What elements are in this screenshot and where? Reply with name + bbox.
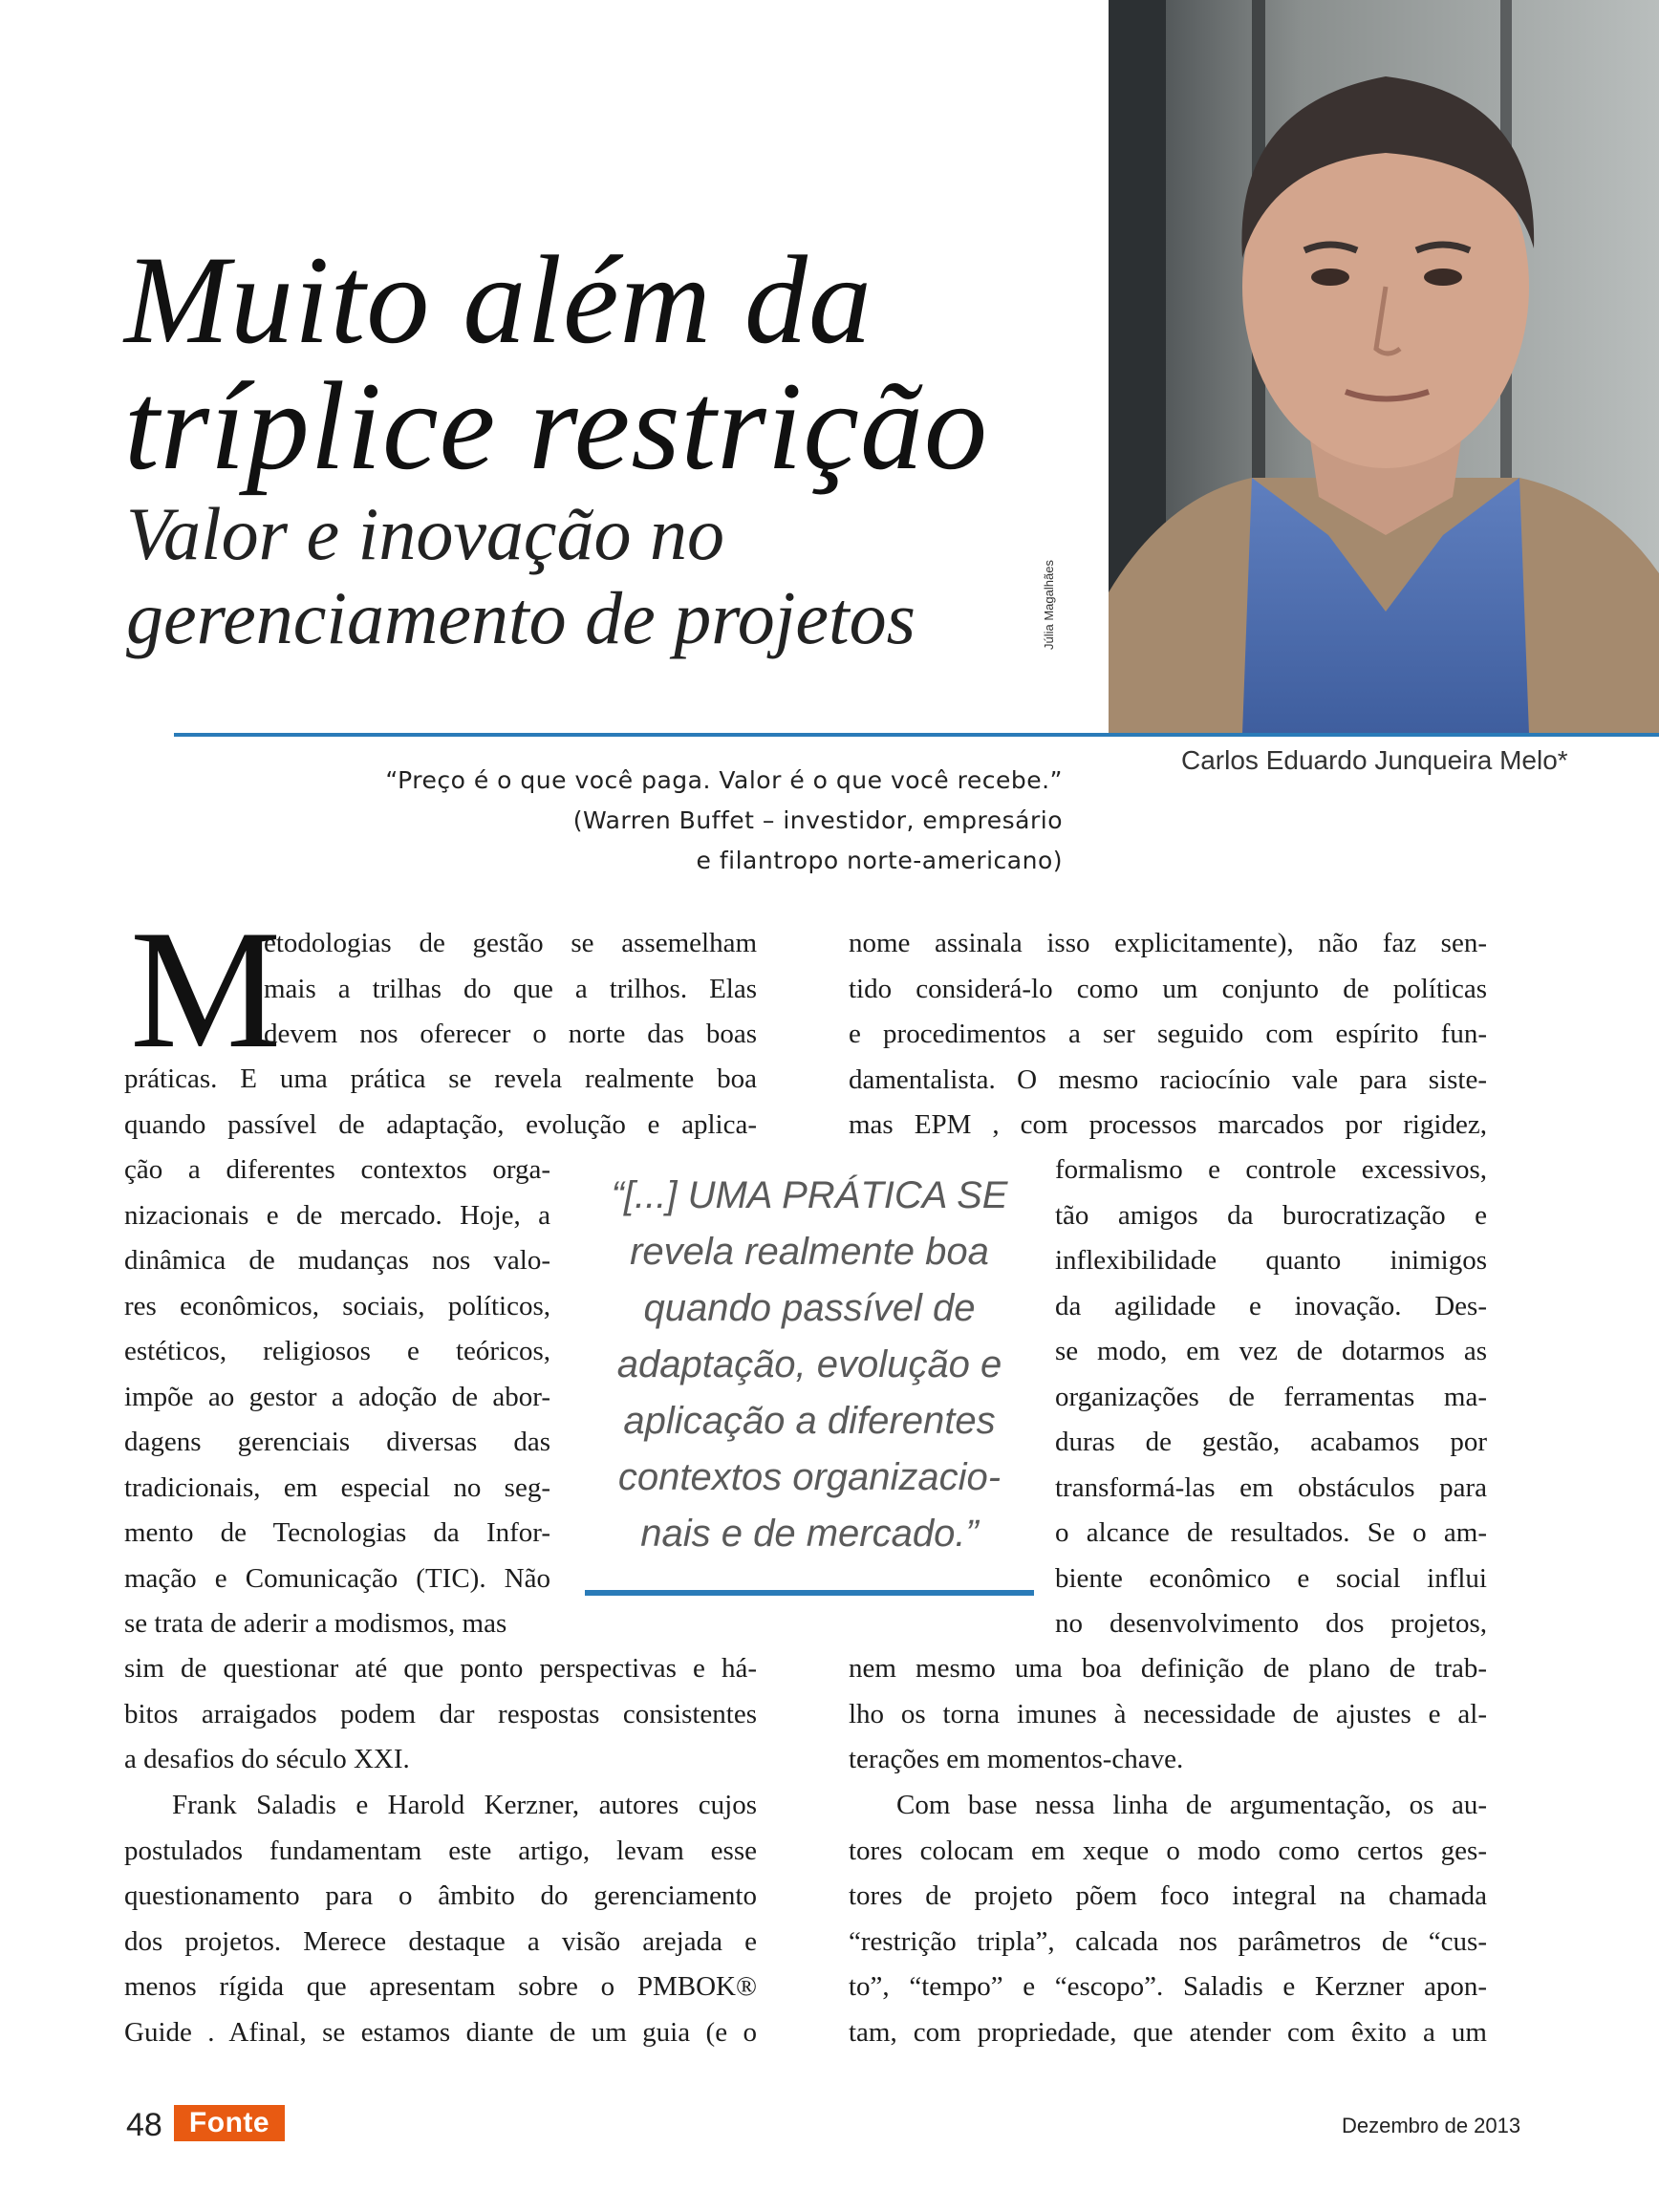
- text-line: da agilidade e inovação. Des-: [1055, 1290, 1487, 1321]
- text-line: terações em momentos-chave.: [849, 1744, 1184, 1774]
- text-line: estéticos, religiosos e teóricos,: [124, 1336, 550, 1366]
- portrait-image: [1109, 0, 1659, 734]
- text-line: no desenvolvimento dos projetos,: [1055, 1608, 1487, 1639]
- text-line: nem mesmo uma boa definição de plano de trab-: [849, 1653, 1487, 1684]
- pull-quote-line: contextos organizacio-: [617, 1456, 1002, 1498]
- author-photo: [1109, 0, 1659, 734]
- epigraph-line: “Preço é o que você paga. Valor é o que você recebe.”: [385, 766, 1063, 794]
- text-line: tores de projeto põem foco integral na chamada: [849, 1880, 1487, 1911]
- text-line: se trata de aderir a modismos, mas: [124, 1608, 507, 1639]
- text-line: tam, com propriedade, que atender com êxito a um: [849, 2016, 1487, 2048]
- text-line: impõe ao gestor a adoção de abor-: [124, 1381, 550, 1412]
- page-number: 48: [126, 2107, 162, 2143]
- pull-quote-line: aplicação a diferentes: [623, 1400, 996, 1442]
- text-line: menos rígida que apresentam sobre o PMBOK®: [124, 1971, 757, 2002]
- text-line: dos projetos. Merece destaque a visão arejada e: [124, 1925, 757, 1957]
- text-line: práticas. E uma prática se revela realmente boa: [124, 1063, 757, 1094]
- text-line: Guide . Afinal, se estamos diante de um guia (e o: [124, 2016, 757, 2048]
- text-line: Com base nessa linha de argumentação, os au-: [896, 1790, 1487, 1820]
- text-line: Frank Saladis e Harold Kerzner, autores cujos: [172, 1790, 757, 1820]
- text-line: postulados fundamentam este artigo, levam esse: [124, 1835, 757, 1866]
- col2-narrow-block: [1055, 1148, 1487, 1647]
- text-line: tão amigos da burocratização e: [1055, 1199, 1487, 1231]
- text-line: res econômicos, sociais, políticos,: [124, 1290, 550, 1321]
- col2-block-a: [849, 921, 1487, 1149]
- pull-quote-rule: [585, 1590, 1034, 1596]
- text-line: formalismo e controle excessivos,: [1055, 1154, 1487, 1185]
- text-line: nome assinala isso explicitamente), não faz sen-: [849, 928, 1487, 958]
- text-line: mento de Tecnologias da Infor-: [124, 1517, 550, 1548]
- text-line: quando passível de adaptação, evolução e aplica-: [124, 1108, 757, 1140]
- text-line: o alcance de resultados. Se o am-: [1055, 1517, 1487, 1548]
- text-line: e procedimentos a ser seguido com espírito fun-: [849, 1019, 1487, 1049]
- issue-date: Dezembro de 2013: [1342, 2114, 1521, 2137]
- text-line: mas EPM , com processos marcados por rigidez,: [849, 1109, 1487, 1140]
- text-line: to”, “tempo” e “escopo”. Saladis e Kerzner apon-: [849, 1971, 1487, 2002]
- magazine-logo-text: Fonte: [188, 2107, 270, 2138]
- subtitle-line-1: Valor e inovação no: [126, 492, 725, 575]
- col2-block-c: [849, 1783, 1487, 2055]
- text-line: bitos arraigados podem dar respostas consistentes: [124, 1698, 757, 1729]
- text-line: biente econômico e social influi: [1055, 1562, 1487, 1594]
- text-line: lho os torna imunes à necessidade de ajustes e al-: [849, 1698, 1487, 1729]
- text-line: nizacionais e de mercado. Hoje, a: [124, 1199, 550, 1231]
- text-line: tradicionais, em especial no seg-: [124, 1471, 550, 1503]
- col1-block-a: [124, 1057, 757, 1148]
- pull-quote-line: revela realmente boa: [630, 1231, 989, 1273]
- header-rule: [174, 733, 1659, 737]
- magazine-logo: [174, 2105, 285, 2141]
- text-line: a desafios do século XXI.: [124, 1744, 410, 1774]
- text-line: organizações de ferramentas ma-: [1055, 1381, 1487, 1412]
- pull-quote-line: adaptação, evolução e: [616, 1343, 1002, 1385]
- text-line: damentalista. O mesmo raciocínio vale para siste-: [849, 1063, 1487, 1095]
- epigraph-line: e filantropo norte-americano): [696, 847, 1063, 874]
- text-line: questionamento para o âmbito do gerenciamento: [124, 1880, 757, 1911]
- text-line: inflexibilidade quanto inimigos: [1055, 1245, 1487, 1276]
- pull-quote: [585, 1168, 1034, 1562]
- text-line: dinâmica de mudanças nos valo-: [124, 1245, 550, 1276]
- drop-cap: M: [130, 894, 282, 1084]
- text-line: sim de questionar até que ponto perspectivas e há-: [124, 1653, 757, 1684]
- text-line: se modo, em vez de dotarmos as: [1055, 1336, 1487, 1366]
- title-line-2: tríplice restrição: [124, 355, 988, 496]
- text-line: duras de gestão, acabamos por: [1055, 1427, 1487, 1457]
- author-name: Carlos Eduardo Junqueira Melo*: [1181, 745, 1568, 775]
- col2-block-b: [849, 1646, 1487, 1783]
- title-line-1: Muito além da: [124, 229, 873, 370]
- text-line: transformá-las em obstáculos para: [1055, 1471, 1487, 1503]
- text-line: mação e Comunicação (TIC). Não: [124, 1562, 550, 1594]
- article-title: [124, 229, 1032, 496]
- article-subtitle: [126, 492, 1034, 660]
- text-line: mais a trilhas do que a trilhos. Elas: [264, 973, 757, 1004]
- text-line: devem nos oferecer o norte das boas: [264, 1019, 757, 1049]
- text-line: etodologias de gestão se assemelham: [264, 928, 757, 958]
- text-line: ção a diferentes contextos orga-: [124, 1154, 550, 1185]
- photo-credit: Júlia Magalhães: [1042, 560, 1056, 650]
- col1-block-b: [124, 1646, 757, 1783]
- pull-quote-line: quando passível de: [643, 1287, 976, 1329]
- text-line: dagens gerenciais diversas das: [124, 1427, 550, 1457]
- col1-narrow-block: [124, 1148, 550, 1647]
- subtitle-line-2: gerenciamento de projetos: [126, 576, 916, 659]
- epigraph: [287, 761, 1063, 881]
- epigraph-line: (Warren Buffet – investidor, empresário: [572, 806, 1063, 834]
- text-line: tores colocam em xeque o modo como certos ges-: [849, 1835, 1487, 1866]
- col1-dropcap-block: [264, 921, 757, 1058]
- pull-quote-line: “[...] UMA PRÁTICA SE: [611, 1174, 1008, 1216]
- text-line: “restrição tripla”, calcada nos parâmetros de “cus-: [849, 1925, 1487, 1957]
- pull-quote-line: nais e de mercado.”: [640, 1513, 979, 1555]
- text-line: tido considerá-lo como um conjunto de políticas: [849, 973, 1487, 1004]
- col1-block-c: [124, 1783, 757, 2055]
